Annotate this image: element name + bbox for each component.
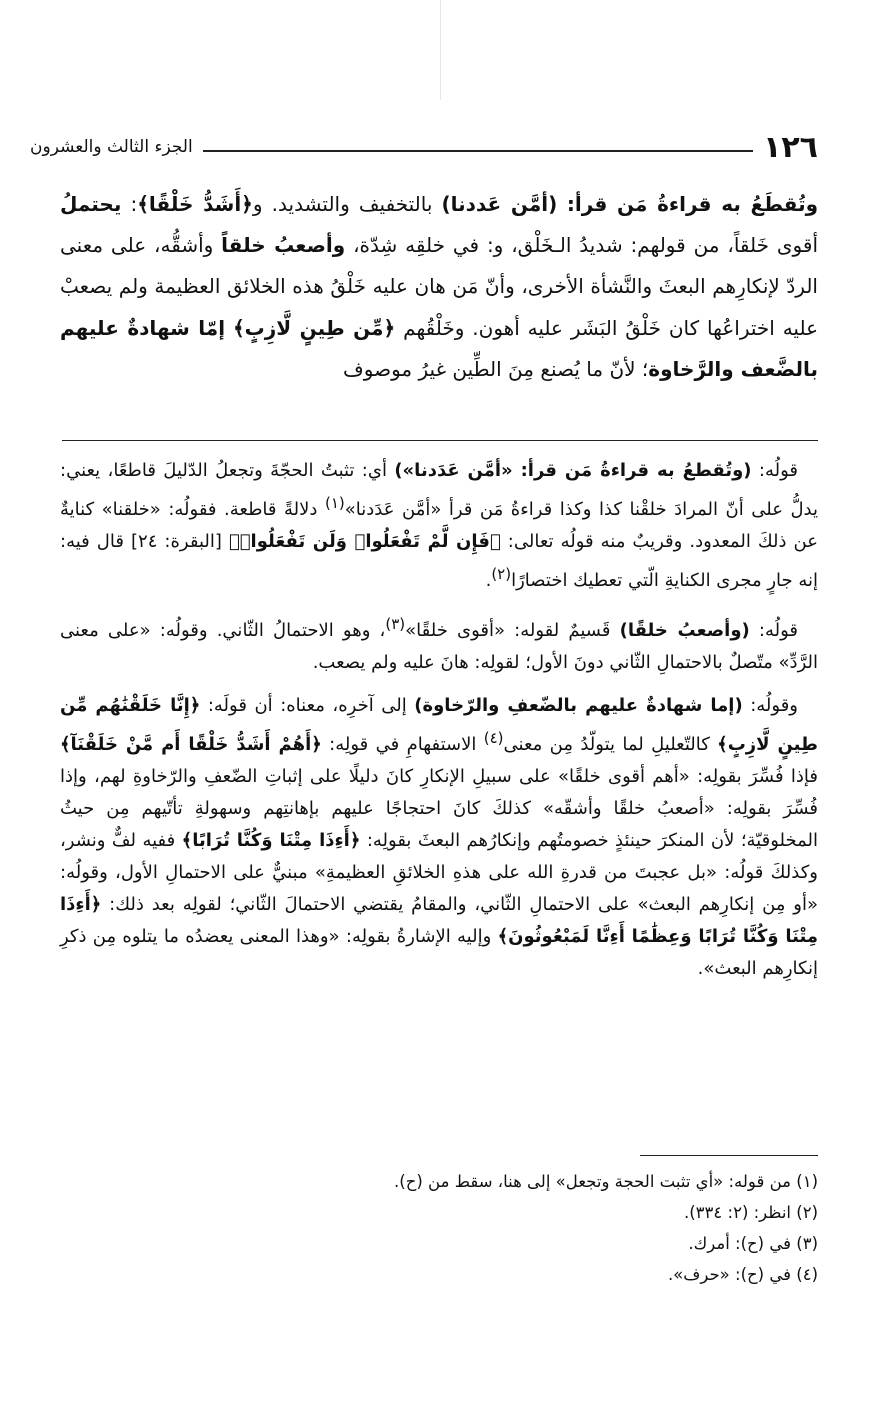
main-bold-phrase: وأصعبُ خلقاً xyxy=(221,233,346,258)
commentary-segment: قولُه: xyxy=(751,460,798,481)
main-text-segment: بالتخفيف والتشديد. و xyxy=(252,192,442,216)
commentary-segment: . xyxy=(485,570,492,591)
commentary-segment: دلالةً قاطعة. فقولُه: «خلقنا» كنايةٌ عن ذلكَ المعدود. وقريبٌ منه قولُه تعالى: xyxy=(60,499,819,552)
commentary-segment: [البقرة: ٢٤] قال فيه: إنه جارٍ مجرى الكنايةِ الّتي تعطيك اختصارًا xyxy=(60,531,818,591)
main-text-segment: : xyxy=(121,192,138,216)
footnote: (١) من قوله: «أي تثبت الحجة وتجعل» إلى هنا، سقط من (ح). xyxy=(394,1172,818,1191)
commentary-lemma: (وأصعبُ خلقًا) xyxy=(619,620,750,641)
main-bold-phrase: إمّا شهادةٌ عليهم بالضَّعف والرَّخاوة xyxy=(60,315,818,381)
page-number: ١٢٦ xyxy=(763,129,818,165)
commentary-segment: وإليه الإشارةُ بقولِه: «وهذا المعنى يعضدُه ما يتلوه مِن ذكرِ إنكارِهم البعث». xyxy=(60,926,818,979)
commentary-segment: إلى آخرِه، معناه: أن قولَه: xyxy=(200,695,415,716)
footnotes-list xyxy=(60,1166,818,1290)
main-text-divider xyxy=(62,440,818,441)
main-text-segment: أقوى خَلقاً، من قولهم: شديدُ الـخَلْق، و: في خلقِه شِدّة، xyxy=(345,233,818,258)
quran-quote: ﴿أَءِذَا مِتْنَا وَكُنَّا تُرَابًا﴾ xyxy=(181,830,361,851)
quran-quote: ﴿إِنَّا خَلَقْنَٰهُم مِّن طِينٍ لَّازِبٍ﴾ xyxy=(60,695,818,755)
main-bold-phrase: وتُقطَعُ به قراءةُ مَن قرأ: (أمَّن عَددنا) xyxy=(441,192,819,216)
footnote-ref[interactable]: (١) xyxy=(324,494,345,512)
commentary-lemma: (إما شهادةٌ عليهم بالضّعفِ والرّخاوة) xyxy=(414,695,743,716)
footnote-ref[interactable]: (٢) xyxy=(491,565,512,583)
commentary-paragraph xyxy=(60,690,818,985)
commentary-lemma: (وتُقطعُ به قراءةُ مَن قرأ: «أمَّن عَدَدنا») xyxy=(394,460,752,481)
commentary-segment: أي: تثبتُ الحجّةَ وتجعلُ الدّليلَ قاطعًا، يعني: يدلُّ على أنّ المرادَ خلقْنا كذا وكذا قراءةُ مَن قرأ «أمَّن عَدَدنا» xyxy=(60,460,818,520)
commentary-segment: وقولُه: xyxy=(742,695,798,716)
commentary-segment: ، وهو الاحتمالُ الثّاني. وقولُه: «على معنى الرَّدِّ» متّصلٌ بالاحتمالِ الثّاني دونَ الأول؛ لقولِه: هانَ عليه ولم يصعب. xyxy=(60,620,818,673)
commentary-segment: قولُه: xyxy=(749,620,798,641)
commentary-segment: قَسيمٌ لقوله: «أقوى خلقًا» xyxy=(405,620,620,641)
commentary-segment: الاستفهامِ في قولِه: xyxy=(321,734,484,755)
commentary-paragraph xyxy=(60,455,818,597)
quran-quote: ﴿مِّن طِينٍ لَّازِبٍ﴾ xyxy=(232,315,396,340)
quran-quote: ﴿أَهُمْ أَشَدُّ خَلْقًا أَم مَّنْ خَلَقْنَآ﴾ xyxy=(60,734,322,755)
main-text xyxy=(60,184,818,390)
quran-quote: ﴿أَءِذَا مِتْنَا وَكُنَّا تُرَابًا وَعِظَٰمًا أَءِنَّا لَمَبْعُوثُونَ﴾ xyxy=(60,894,819,947)
footnote-divider xyxy=(640,1155,818,1156)
quran-quote: ﴿فَإِن لَّمْ تَفْعَلُوا۟ وَلَن تَفْعَلُوا۟﴾ xyxy=(228,531,501,552)
footnote-ref[interactable]: (٣) xyxy=(385,615,406,633)
commentary-segment: فإذا فُسِّرَ بقولِه: «أهم أقوى خلقًا» على سبيلِ الإنكارِ كانَ دليلًا على إثباتِ الضّعفِ والرّخاوةِ لهم، وإذا فُسِّرَ بقولِه: «أصعبُ خلقًا وأشقّه» كذلكَ كانَ احتجاجًا عليهم بإهانتِهم وسهولةِ تأتّيهم مِن حيثُ المخلوقيّة؛ لأن المنكرَ حينئذٍ خصومتُهم وإنكارُهم البعثَ بقولِه: xyxy=(60,766,818,851)
footnote: (٢) انظر: (٢: ٣٣٤). xyxy=(683,1203,818,1222)
main-text-segment: ؛ لأنّ ما يُصنع مِنَ الطِّين غيرُ موصوف xyxy=(343,356,649,381)
commentary-segment: ففيه لفٌّ ونشر، وكذلكَ قولُه: «بل عجبتَ من قدرةِ الله على هذهِ الخلائقِ العظيمةِ» مبنيٌّ على الاحتمالِ الأول، وقولُه: «أو مِن إنكارِهم البعث» على الاحتمالِ الثّاني، والمقامُ يقتضي الاحتمالَ الثّاني؛ لقولِه بعد ذلك: xyxy=(60,830,818,915)
quran-quote: ﴿أَشَدُّ خَلْقًا﴾ xyxy=(137,192,253,216)
commentary-segment: كالتّعليلِ لما يتولّدُ مِن معنى xyxy=(503,734,718,755)
running-header xyxy=(30,130,818,164)
main-text-segment: وأشقُّه، على معنى الردّ لإنكارِهم البعثَ والنَّشأة الأخرى، وأنّ مَن هان عليه خَلْقُ هذه الخلائق العظيمة ولم يصعبْ عليه اختراعُها كان خَلْقُ البَشَر عليه أهون. وخَلْقُهم xyxy=(60,233,819,340)
main-text-segment xyxy=(225,316,233,340)
commentary-section xyxy=(60,455,818,996)
main-bold-phrase: يحتملُ xyxy=(60,192,122,216)
footnote-ref[interactable]: (٤) xyxy=(483,729,504,747)
header-rule xyxy=(203,150,753,152)
part-title: الجزء الثالث والعشرون xyxy=(30,137,193,157)
footnote: (٤) في (ح): «حرف». xyxy=(667,1265,818,1284)
scan-gutter-mark xyxy=(440,0,441,100)
footnote: (٣) في (ح): أمرك. xyxy=(688,1234,818,1253)
commentary-paragraph xyxy=(60,608,818,679)
